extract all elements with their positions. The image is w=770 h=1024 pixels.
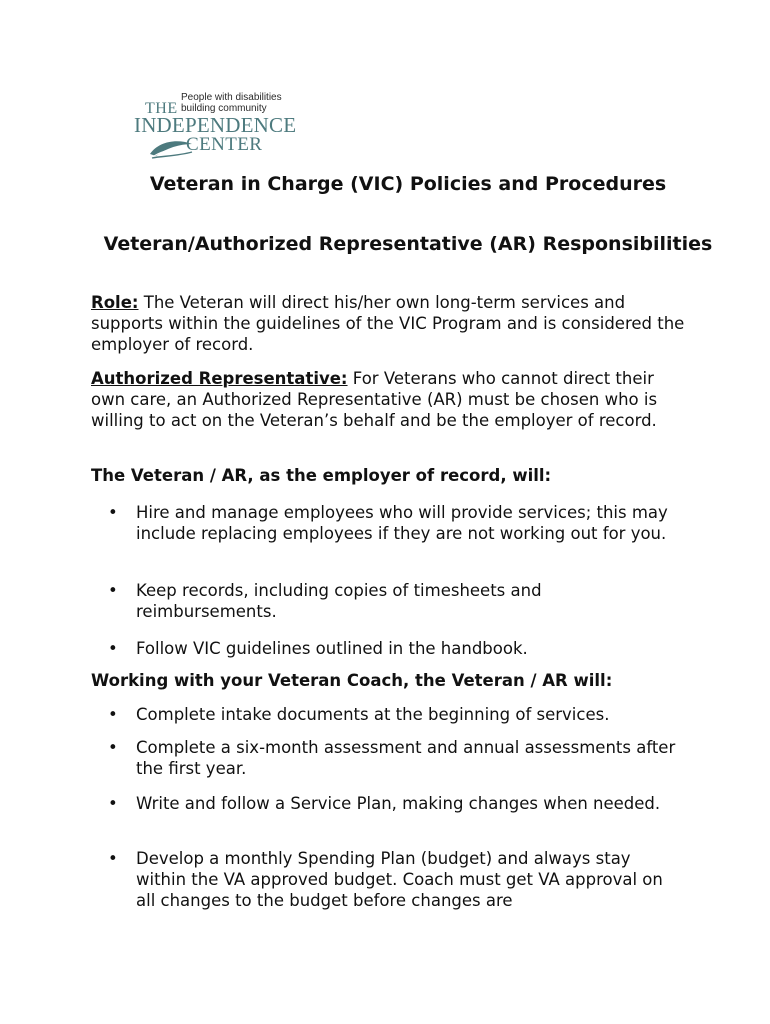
- logo-tagline-line1: People with disabilities: [181, 92, 282, 103]
- logo-name: INDEPENDENCE: [134, 113, 297, 137]
- independence-center-logo: [134, 86, 297, 162]
- section1-heading: The Veteran / AR, as the employer of record, will:: [91, 466, 552, 485]
- bullet-glyph: •: [108, 639, 118, 658]
- bullet-glyph: •: [108, 849, 118, 868]
- logo-tagline-line2: building community: [181, 103, 267, 114]
- bullet-glyph: •: [108, 738, 118, 757]
- section2-heading: Working with your Veteran Coach, the Veteran / AR will:: [91, 671, 613, 690]
- bullet-glyph: •: [108, 581, 118, 600]
- ar-label: Authorized Representative:: [91, 369, 348, 388]
- role-text: The Veteran will direct his/her own long-term services and supports within the guidelines of the VIC Program and is considered the employer of record.: [91, 293, 685, 354]
- document-title: Veteran in Charge (VIC) Policies and Procedures: [149, 173, 667, 195]
- bullet-glyph: •: [108, 503, 118, 522]
- ar-paragraph: [91, 368, 691, 431]
- ar-text: For Veterans who cannot direct their own care, an Authorized Representative (AR) must be chosen who is willing to act on the Veteran’s behalf and be the employer of record.: [91, 369, 658, 430]
- list-item-text: Keep records, including copies of timesheets and reimbursements.: [136, 581, 542, 621]
- bullet-glyph: •: [108, 705, 118, 724]
- logo-the: THE: [145, 100, 178, 117]
- role-label: Role:: [91, 293, 139, 312]
- bullet-glyph: •: [108, 794, 118, 813]
- list-item-text: Follow VIC guidelines outlined in the handbook.: [136, 639, 528, 658]
- list-item-text: Complete a six-month assessment and annual assessments after the first year.: [136, 738, 676, 778]
- document-subtitle: Veteran/Authorized Representative (AR) Responsibilities: [103, 233, 713, 255]
- list-item-text: Complete intake documents at the beginning of services.: [136, 705, 610, 724]
- list-item-text: Hire and manage employees who will provide services; this may include replacing employees if they are not working out for you.: [136, 503, 668, 543]
- list-item-text: Develop a monthly Spending Plan (budget) and always stay within the VA approved budget. Coach must get VA approval on all changes to the budget before changes are: [136, 849, 663, 910]
- role-paragraph: [91, 292, 691, 355]
- logo-center: CENTER: [186, 134, 263, 155]
- list-item-text: Write and follow a Service Plan, making changes when needed.: [136, 794, 661, 813]
